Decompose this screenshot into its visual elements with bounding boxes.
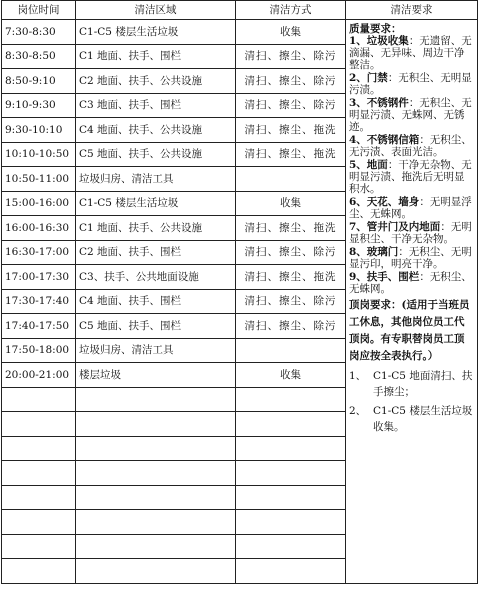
empty-cell <box>76 485 236 510</box>
row-method: 收集 <box>236 363 346 388</box>
quality-title: 质量要求： <box>349 23 402 35</box>
header-method: 清洁方式 <box>236 1 346 20</box>
table-row <box>2 20 478 45</box>
row-time: 16:00-16:30 <box>2 216 76 241</box>
quality-item <box>349 246 474 270</box>
top-post-item <box>349 368 474 400</box>
row-area: C3、扶手、公共地面设施 <box>76 265 236 290</box>
empty-cell <box>2 510 76 535</box>
row-method <box>236 338 346 363</box>
top-post-item-text: C1-C5 楼层生活垃圾收集。 <box>373 405 473 433</box>
empty-cell <box>2 485 76 510</box>
row-time: 8:30-8:50 <box>2 44 76 69</box>
row-area: C2 地面、扶手、围栏 <box>76 240 236 265</box>
quality-item-label: 1、垃圾收集 <box>349 35 409 47</box>
row-area: 楼层垃圾 <box>76 363 236 388</box>
quality-item-label: 6、天花、墙身 <box>349 196 420 208</box>
quality-item-text: ：无明显积尘、干净无杂物。 <box>349 221 472 245</box>
quality-item <box>349 35 474 71</box>
top-post-item-number: 1、 <box>349 370 367 382</box>
header-area: 清洁区域 <box>76 1 236 20</box>
row-method: 清扫、擦尘、拖洗 <box>236 265 346 290</box>
empty-cell <box>236 436 346 461</box>
quality-item <box>349 97 474 133</box>
row-method: 清扫、擦尘、除污 <box>236 44 346 69</box>
empty-cell <box>76 461 236 486</box>
cleaning-schedule-table <box>1 0 478 584</box>
quality-item-text: ：无积尘、无明显污印，明亮干净。 <box>349 246 472 270</box>
quality-item-text: ：无积尘、无明显污渍。 <box>349 72 472 96</box>
row-time: 15:00-16:00 <box>2 191 76 216</box>
quality-item-label: 5、地面 <box>349 159 388 171</box>
row-method: 清扫、擦尘、拖洗 <box>236 118 346 143</box>
empty-cell <box>2 387 76 412</box>
empty-cell <box>236 412 346 437</box>
quality-item-text: ：干净无杂物、无明显污渍、拖洗后无明显积水。 <box>349 159 472 195</box>
quality-item <box>349 271 474 295</box>
row-area: C4 地面、扶手、围栏 <box>76 289 236 314</box>
quality-item-text: ：无积尘、无明显污渍、无蛛网、无锈迹。 <box>349 97 472 133</box>
top-post-title: 顶岗要求：(适用于当班员工休息，其他岗位员工代顶岗。有专职替岗员工顶岗应按全表执行。） <box>349 299 470 362</box>
quality-item-label: 7、管井门及内地面 <box>349 221 441 233</box>
row-method: 收集 <box>236 20 346 45</box>
quality-item-label: 2、门禁 <box>349 72 388 84</box>
row-time: 17:30-17:40 <box>2 289 76 314</box>
row-area: 垃圾归房、清洁工具 <box>76 338 236 363</box>
row-time: 17:40-17:50 <box>2 314 76 339</box>
row-area: C5 地面、扶手、公共设施 <box>76 142 236 167</box>
row-area: C5 地面、扶手、围栏 <box>76 314 236 339</box>
empty-cell <box>76 412 236 437</box>
row-time: 16:30-17:00 <box>2 240 76 265</box>
quality-item <box>349 72 474 96</box>
quality-item-label: 8、玻璃门 <box>349 246 399 258</box>
empty-cell <box>236 461 346 486</box>
empty-cell <box>2 461 76 486</box>
row-area: C2 地面、扶手、公共设施 <box>76 69 236 94</box>
empty-cell <box>236 510 346 535</box>
row-time: 17:00-17:30 <box>2 265 76 290</box>
requirements-cell <box>346 20 478 584</box>
empty-cell <box>2 436 76 461</box>
quality-item-text: ：无明显浮尘、无蛛网。 <box>349 196 472 220</box>
row-area: C1 地面、扶手、围栏 <box>76 44 236 69</box>
quality-item <box>349 221 474 245</box>
row-method: 清扫、擦尘、拖洗 <box>236 142 346 167</box>
quality-item <box>349 159 474 195</box>
quality-item-text: ：无积尘、无污渍、表面光洁。 <box>349 134 472 158</box>
row-method <box>236 167 346 192</box>
empty-cell <box>236 534 346 559</box>
row-method: 清扫、擦尘、除污 <box>236 289 346 314</box>
row-area: C3 地面、扶手、围栏 <box>76 93 236 118</box>
row-time: 7:30-8:30 <box>2 20 76 45</box>
empty-cell <box>236 387 346 412</box>
quality-item-text: ：无积尘、无蛛网。 <box>349 271 472 295</box>
row-area: C4 地面、扶手、公共设施 <box>76 118 236 143</box>
table-header-row <box>2 1 478 20</box>
empty-cell <box>2 534 76 559</box>
row-method: 清扫、擦尘、除污 <box>236 93 346 118</box>
row-method: 收集 <box>236 191 346 216</box>
quality-item-text: ：无遗留、无滴漏、无异味、周边干净整洁。 <box>349 35 472 71</box>
row-area: 垃圾归房、清洁工具 <box>76 167 236 192</box>
row-area: C1-C5 楼层生活垃圾 <box>76 20 236 45</box>
empty-cell <box>76 510 236 535</box>
row-time: 10:50-11:00 <box>2 167 76 192</box>
row-method: 清扫、擦尘、拖洗 <box>236 216 346 241</box>
empty-cell <box>236 559 346 584</box>
empty-cell <box>76 436 236 461</box>
row-time: 10:10-10:50 <box>2 142 76 167</box>
quality-item-label: 4、不锈钢信箱 <box>349 134 420 146</box>
quality-item-label: 3、不锈钢件 <box>349 97 409 109</box>
row-method: 清扫、擦尘、除污 <box>236 69 346 94</box>
header-requirement: 清洁要求 <box>346 1 478 20</box>
empty-cell <box>76 387 236 412</box>
quality-item-label: 9、扶手、围栏 <box>349 271 420 283</box>
empty-cell <box>2 412 76 437</box>
quality-item <box>349 134 474 158</box>
row-method: 清扫、擦尘、除污 <box>236 240 346 265</box>
row-time: 17:50-18:00 <box>2 338 76 363</box>
top-post-item-text: C1-C5 地面清扫、扶手擦尘； <box>373 370 473 398</box>
empty-cell <box>76 534 236 559</box>
row-time: 9:30-10:10 <box>2 118 76 143</box>
empty-cell <box>236 485 346 510</box>
empty-cell <box>76 559 236 584</box>
empty-cell <box>2 559 76 584</box>
row-method: 清扫、擦尘、除污 <box>236 314 346 339</box>
top-post-item-number: 2、 <box>349 405 367 417</box>
quality-item <box>349 196 474 220</box>
row-time: 8:50-9:10 <box>2 69 76 94</box>
row-time: 20:00-21:00 <box>2 363 76 388</box>
row-area: C1 地面、扶手、公共设施 <box>76 216 236 241</box>
row-time: 9:10-9:30 <box>2 93 76 118</box>
header-time: 岗位时间 <box>2 1 76 20</box>
top-post-item <box>349 403 474 435</box>
row-area: C1-C5 楼层生活垃圾 <box>76 191 236 216</box>
